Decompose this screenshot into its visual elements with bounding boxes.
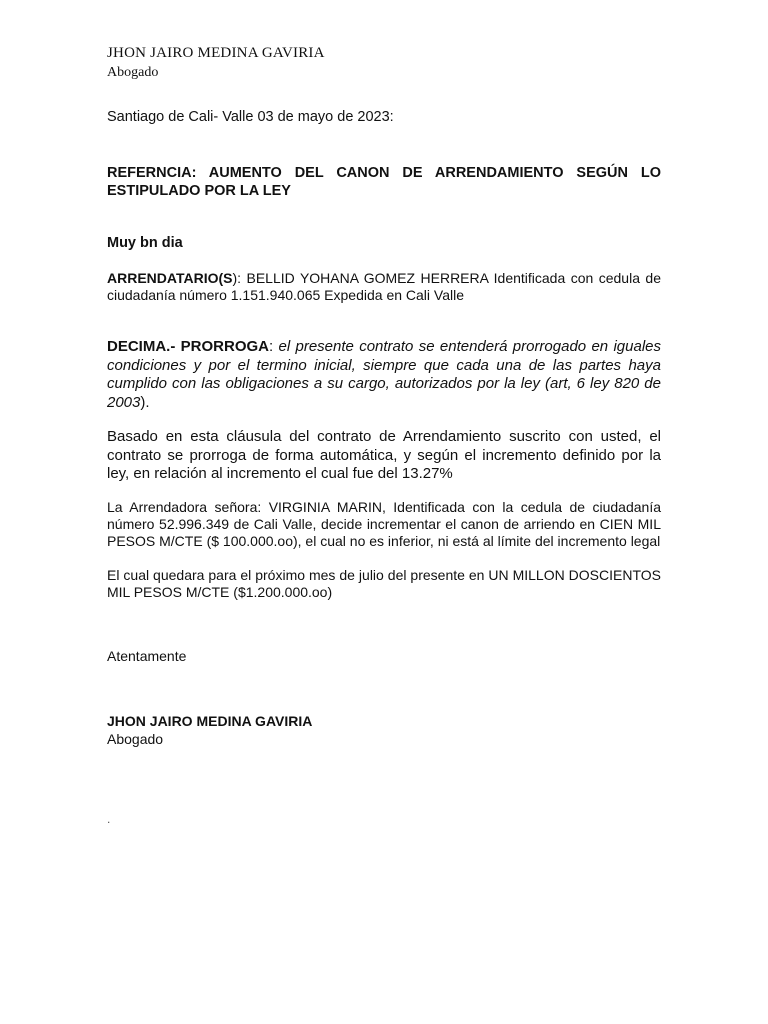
clause-decima-paragraph — [107, 338, 661, 412]
greeting: Muy bn dia — [107, 235, 183, 251]
closing-salutation: Atentamente — [107, 648, 187, 664]
signature-name: JHON JAIRO MEDINA GAVIRIA — [107, 713, 313, 729]
reference-heading: REFERNCIA: AUMENTO DEL CANON DE ARRENDAMIENTO SEGÚN LO ESTIPULADO POR LA LEY — [107, 165, 661, 199]
signature-role: Abogado — [107, 731, 164, 747]
clause-decima-end: ). — [140, 393, 150, 411]
trailing-mark: . — [107, 812, 111, 826]
tenant-paragraph — [107, 270, 661, 304]
clause-decima-text: el presente contrato se entenderá prorrogado en iguales condiciones y por el termino inicial, siempre que cada una de las partes haya cumplido con las obligaciones a su cargo, autorizados por la ley (art, 6 ley 820 de 2003 — [107, 338, 662, 411]
new-rent-paragraph: El cual quedara para el próximo mes de julio del presente en UN MILLON DOSCIENTOS MIL PESOS M/CTE ($1.200.000.oo) — [107, 567, 661, 600]
tenant-details: : BELLID YOHANA GOMEZ HERRERA Identificada con cedula de ciudadanía número 1.151.940.065 Expedida en Cali Valle — [107, 270, 661, 303]
basis-paragraph: Basado en esta cláusula del contrato de Arrendamiento suscrito con usted, el contrato se prorroga de forma automática, y según el incremento definido por la ley, en relación al incremento el cual fue del 13.27% — [107, 428, 661, 482]
clause-decima-label: DECIMA.- PRORROGA — [107, 338, 269, 355]
header-author-name: JHON JAIRO MEDINA GAVIRIA — [107, 45, 325, 61]
tenant-label: ARRENDATARIO(S — [107, 270, 233, 286]
tenant-label-close: ) — [232, 270, 238, 286]
header-author-role: Abogado — [107, 65, 159, 80]
place-and-date: Santiago de Cali- Valle 03 de mayo de 2023: — [107, 109, 394, 125]
landlord-paragraph: La Arrendadora señora: VIRGINIA MARIN, Identificada con la cedula de ciudadanía número 52.996.349 de Cali Valle, decide incrementar el canon de arriendo en CIEN MIL PESOS M/CTE ($ 100.000.oo), el cual no es inferior, ni está al límite del incremento legal — [107, 499, 661, 549]
clause-decima-colon: : — [269, 338, 279, 355]
